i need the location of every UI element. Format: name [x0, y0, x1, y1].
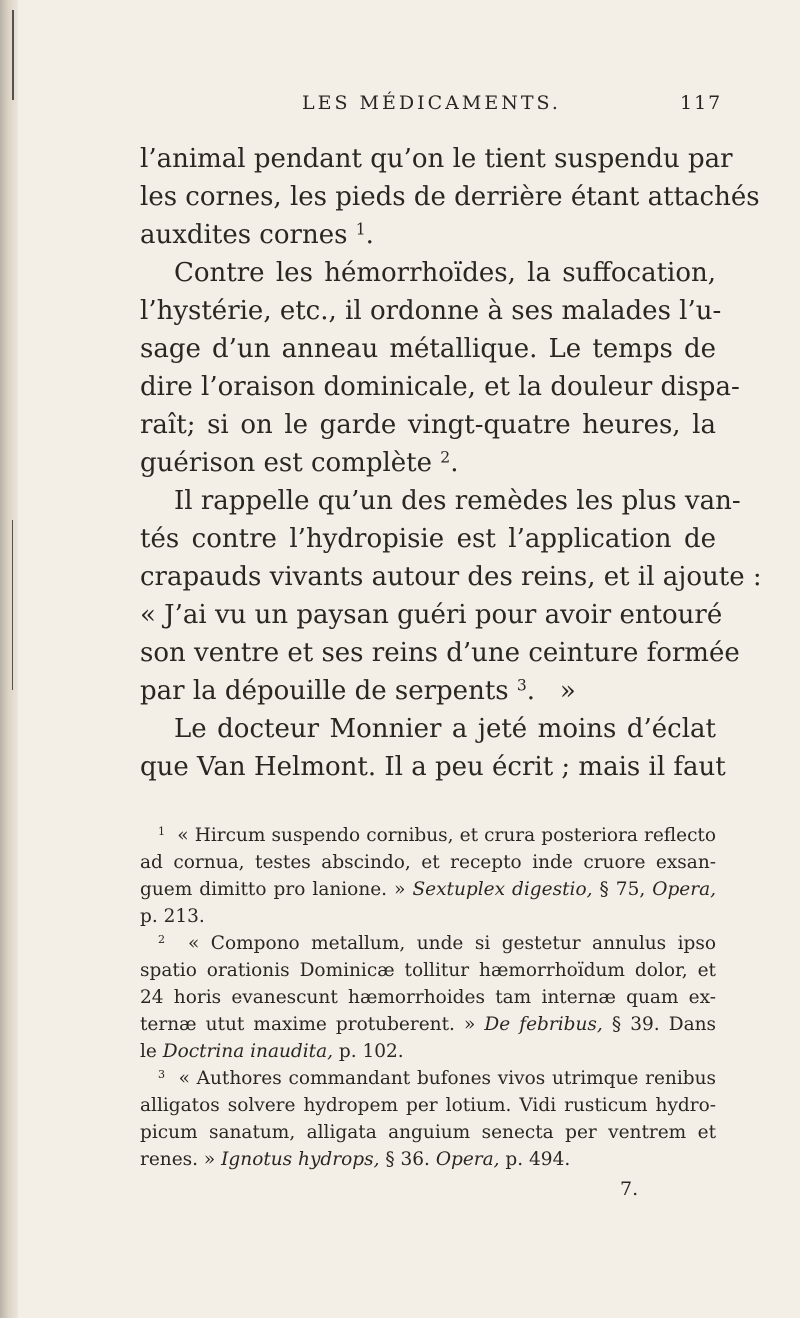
footnote-line: picum sanatum, alligata anguium senecta per ventrem et: [140, 1122, 716, 1143]
footnote-number: 2: [158, 932, 166, 946]
footnote-line: [140, 1146, 716, 1173]
footnote-line: [140, 1038, 716, 1065]
page-number: 117: [680, 92, 723, 114]
text-fragment: .: [526, 676, 536, 706]
footnote-line: [140, 876, 716, 903]
footnote-1: [140, 822, 716, 849]
work-title: Sextuplex digestio,: [412, 879, 593, 900]
work-title: De febribus,: [484, 1014, 603, 1035]
text-line: tés contre l’hydropisie est l’application de: [140, 524, 716, 554]
text-fragment: « Hircum suspendo cornibus, et crura posteriora reflecto: [177, 825, 717, 846]
closing-quote: »: [559, 676, 576, 706]
footnote-line: p. 213.: [140, 906, 205, 927]
text-fragment: auxdites cornes: [140, 220, 348, 250]
signature-mark: 7.: [620, 1178, 639, 1200]
work-title: Ignotus hydrops,: [221, 1149, 380, 1170]
footnote-number: 3: [158, 1067, 166, 1081]
text-fragment: .: [365, 220, 374, 250]
section-ref: § 75,: [599, 879, 646, 900]
text-line: crapauds vivants autour des reins, et il ajoute :: [140, 562, 762, 592]
footnote-line: [140, 1011, 716, 1038]
footnote-ref: 1: [355, 220, 366, 239]
running-header: [0, 92, 800, 122]
work-title: Doctrina inaudita,: [162, 1041, 333, 1062]
text-line: [140, 444, 716, 482]
text-fragment: « Authores commandant bufones vivos utrimque renibus: [178, 1068, 716, 1089]
running-title: LES MÉDICAMENTS.: [302, 92, 561, 114]
text-line: raît; si on le garde vingt-quatre heures, la: [140, 410, 716, 440]
footnote-3: [140, 1065, 716, 1092]
text-line: l’hystérie, etc., il ordonne à ses malades l’u-: [140, 296, 722, 326]
binding-mark: [12, 10, 14, 100]
binding-mark: [12, 520, 13, 690]
text-line: Il rappelle qu’un des remèdes les plus van-: [174, 486, 741, 516]
footnote-ref: 2: [440, 448, 451, 467]
text-fragment: le: [140, 1041, 157, 1062]
footnotes: [140, 822, 716, 1173]
text-fragment: renes. »: [140, 1149, 216, 1170]
footnote-ref: 3: [516, 676, 527, 695]
footnote-line: ad cornua, testes abscindo, et recepto inde cruore exsan-: [140, 852, 716, 873]
text-line: « J’ai vu un paysan guéri pour avoir entouré: [140, 600, 723, 630]
footnote-line: 24 horis evanescunt hæmorrhoides tam internæ quam ex-: [140, 987, 716, 1008]
text-line: Le docteur Monnier a jeté moins d’éclat: [174, 714, 716, 744]
text-line: son ventre et ses reins d’une ceinture formée: [140, 638, 740, 668]
text-fragment: guérison est complète: [140, 448, 433, 478]
section-ref: § 39. Dans: [611, 1014, 717, 1035]
text-fragment: .: [450, 448, 459, 478]
text-fragment: ternæ utut maxime protuberent. »: [140, 1014, 476, 1035]
work-title: Opera,: [435, 1149, 500, 1170]
text-fragment: « Compono metallum, unde si gestetur annulus ipso: [188, 933, 717, 954]
text-line: les cornes, les pieds de derrière étant attachés: [140, 182, 760, 212]
text-line: [140, 216, 716, 254]
page-ref: p. 102.: [338, 1041, 404, 1062]
footnote-line: alligatos solvere hydropem per lotium. Vidi rusticum hydro-: [140, 1095, 716, 1116]
text-line: Contre les hémorrhoïdes, la suffocation,: [174, 258, 716, 288]
footnote-number: 1: [158, 824, 166, 838]
text-line: [140, 672, 716, 710]
footnote-2: [140, 930, 716, 957]
page-ref: p. 494.: [505, 1149, 571, 1170]
main-text: [140, 140, 762, 786]
page-edge-shadow: [0, 0, 18, 1318]
text-line: sage d’un anneau métallique. Le temps de: [140, 334, 716, 364]
footnote-line: spatio orationis Dominicæ tollitur hæmorrhoïdum dolor, et: [140, 960, 716, 981]
text-fragment: par la dépouille de serpents: [140, 676, 509, 706]
section-ref: § 36.: [385, 1149, 430, 1170]
work-title: Opera,: [652, 879, 716, 900]
text-line: l’animal pendant qu’on le tient suspendu par: [140, 144, 733, 174]
text-fragment: guem dimitto pro lanione. »: [140, 879, 406, 900]
text-line: que Van Helmont. Il a peu écrit ; mais il faut: [140, 752, 726, 782]
text-line: dire l’oraison dominicale, et la douleur dispa-: [140, 372, 740, 402]
